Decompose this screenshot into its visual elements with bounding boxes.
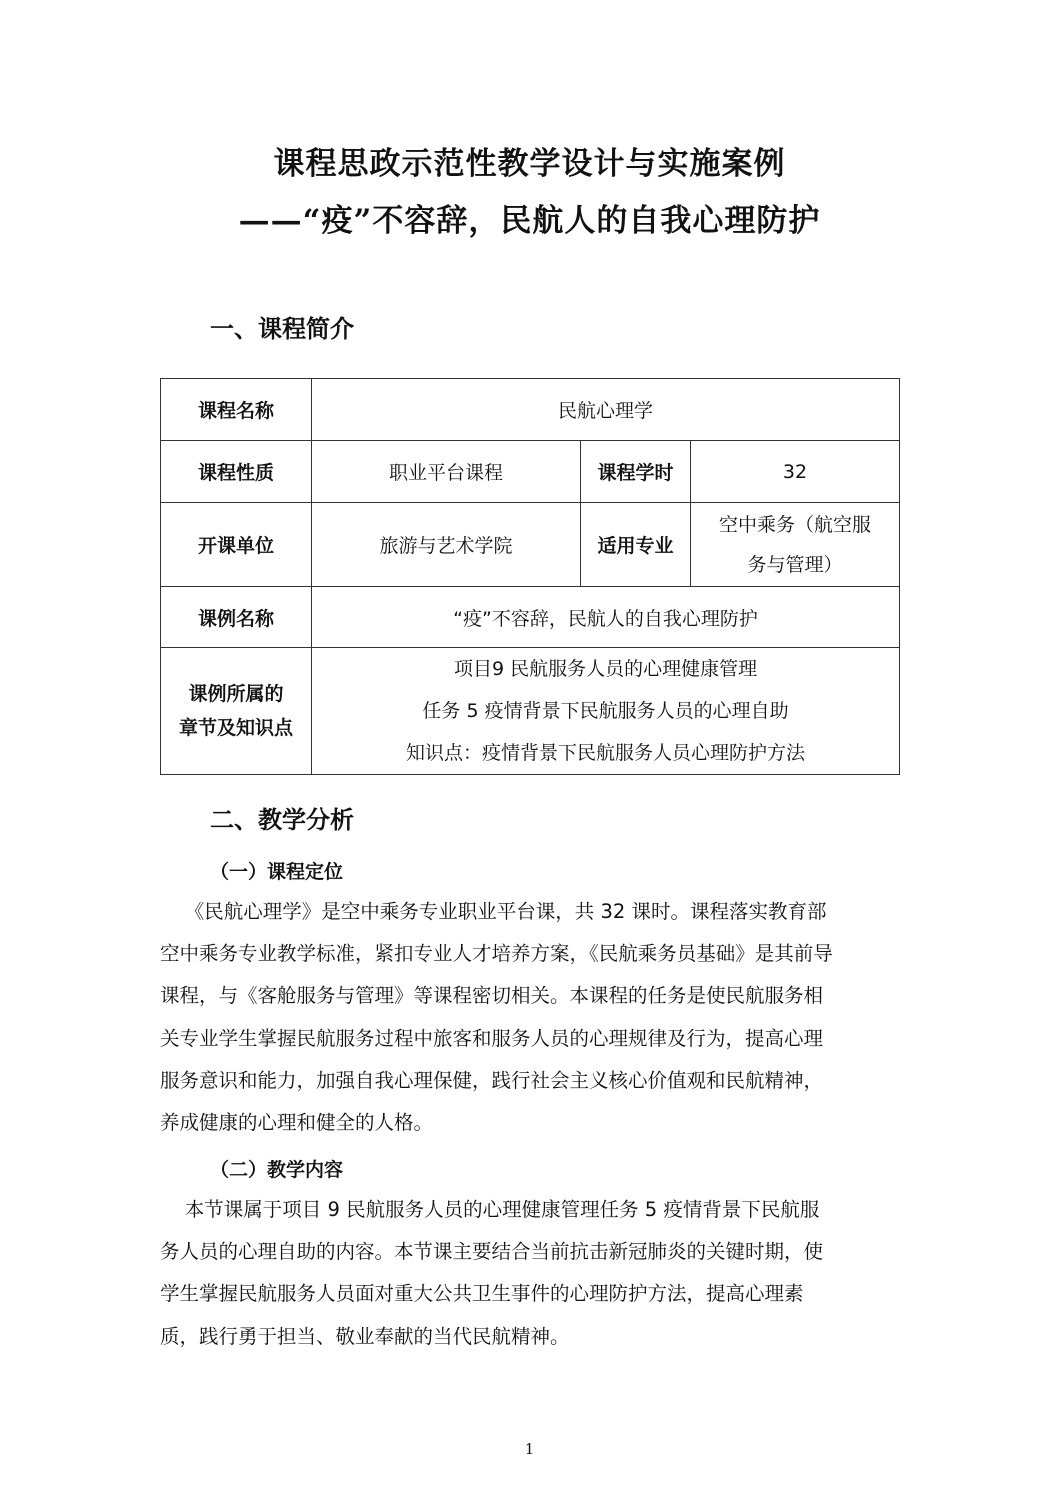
- document-title: 课程思政示范性教学设计与实施案例: [273, 146, 786, 182]
- chapter-value: [312, 648, 900, 775]
- table-row: [161, 503, 900, 587]
- paragraph-line: 务人员的心理自助的内容。本节课主要结合当前抗击新冠肺炎的关键时期，使: [160, 1240, 824, 1264]
- table-row: [161, 441, 900, 503]
- section-heading-course-intro: 一、课程简介: [210, 314, 354, 343]
- chapter-line: 项目9 民航服务人员的心理健康管理: [453, 658, 758, 680]
- paragraph-line: 《民航心理学》是空中乘务专业职业平台课，共 32 课时。课程落实教育部: [160, 900, 827, 923]
- subsection-heading-teaching-content: （二）教学内容: [210, 1159, 344, 1181]
- course-info-table: [160, 378, 900, 775]
- course-hours-value: 32: [691, 441, 900, 503]
- subsection-heading-course-positioning: （一）课程定位: [210, 861, 344, 883]
- chapter-line: 知识点：疫情背景下民航服务人员心理防护方法: [406, 742, 806, 764]
- chapter-label: [161, 648, 312, 775]
- course-nature-value: 职业平台课程: [312, 441, 581, 503]
- major-value-line: 务与管理）: [747, 553, 843, 576]
- course-name-value: 民航心理学: [312, 379, 900, 441]
- unit-label: 开课单位: [161, 503, 312, 587]
- major-value: [691, 503, 900, 587]
- page-number: 1: [524, 1440, 535, 1458]
- table-row: [161, 648, 900, 775]
- major-label: 适用专业: [581, 503, 691, 587]
- paragraph-teaching-content: [160, 1189, 900, 1358]
- case-name-label: 课例名称: [161, 587, 312, 648]
- course-hours-label: 课程学时: [581, 441, 691, 503]
- case-name-value: “疫”不容辞，民航人的自我心理防护: [312, 587, 900, 648]
- paragraph-line: 养成健康的心理和健全的人格。: [160, 1111, 434, 1135]
- course-nature-label: 课程性质: [161, 441, 312, 503]
- section-heading-teaching-analysis: 二、教学分析: [210, 805, 354, 834]
- document-subtitle: ——“疫”不容辞，民航人的自我心理防护: [238, 203, 821, 239]
- chapter-label-line: 课例所属的: [188, 683, 284, 705]
- paragraph-course-positioning: [160, 891, 900, 1144]
- paragraph-line: 学生掌握民航服务人员面对重大公共卫生事件的心理防护方法，提高心理素: [160, 1282, 804, 1306]
- chapter-line: 任务 5 疫情背景下民航服务人员的心理自助: [422, 700, 789, 722]
- major-value-line: 空中乘务（航空服: [719, 513, 872, 536]
- unit-value: 旅游与艺术学院: [312, 503, 581, 587]
- course-name-label: 课程名称: [161, 379, 312, 441]
- table-row: [161, 587, 900, 648]
- paragraph-line: 本节课属于项目 9 民航服务人员的心理健康管理任务 5 疫情背景下民航服: [160, 1198, 820, 1221]
- chapter-label-line: 章节及知识点: [178, 717, 293, 739]
- paragraph-line: 课程，与《客舱服务与管理》等课程密切相关。本课程的任务是使民航服务相: [160, 984, 824, 1008]
- paragraph-line: 质，践行勇于担当、敬业奉献的当代民航精神。: [160, 1324, 570, 1348]
- paragraph-line: 服务意识和能力，加强自我心理保健，践行社会主义核心价值观和民航精神，: [160, 1068, 824, 1092]
- paragraph-line: 关专业学生掌握民航服务过程中旅客和服务人员的心理规律及行为，提高心理: [160, 1026, 824, 1050]
- paragraph-line: 空中乘务专业教学标准，紧扣专业人才培养方案，《民航乘务员基础》是其前导: [160, 942, 833, 966]
- table-row: [161, 379, 900, 441]
